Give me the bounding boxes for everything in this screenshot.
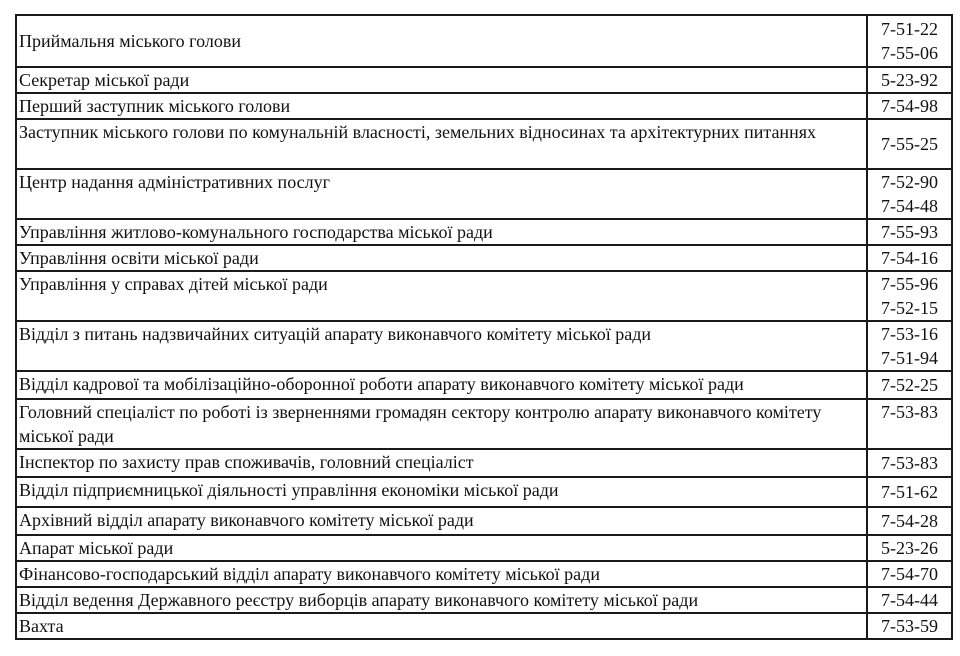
phone-numbers <box>867 613 952 639</box>
table-row <box>16 587 952 613</box>
table-row <box>16 169 952 219</box>
department-name: Управління освіти міської ради <box>16 245 867 271</box>
phone-number: 7-54-16 <box>881 248 938 268</box>
table-row <box>16 15 952 67</box>
phone-numbers <box>867 169 952 219</box>
phone-numbers <box>867 399 952 449</box>
phone-directory-table <box>15 14 953 640</box>
phone-numbers <box>867 271 952 321</box>
phone-number: 7-53-83 <box>881 402 938 422</box>
table-row <box>16 561 952 587</box>
table-row <box>16 449 952 477</box>
department-name: Фінансово-господарський відділ апарату виконавчого комітету міської ради <box>16 561 867 587</box>
phone-number: 7-55-06 <box>881 43 938 63</box>
table-row <box>16 93 952 119</box>
phone-number: 7-52-25 <box>881 375 938 395</box>
phone-number: 5-23-26 <box>881 538 938 558</box>
department-name: Вахта <box>16 613 867 639</box>
phone-number: 7-54-98 <box>881 96 938 116</box>
phone-numbers <box>867 507 952 535</box>
department-name: Центр надання адміністративних послуг <box>16 169 867 219</box>
phone-numbers <box>867 561 952 587</box>
phone-number: 7-54-48 <box>881 196 938 216</box>
phone-number: 7-55-93 <box>881 222 938 242</box>
table-row <box>16 535 952 561</box>
table-row <box>16 245 952 271</box>
table-row <box>16 271 952 321</box>
phone-number: 7-54-44 <box>881 590 938 610</box>
department-name: Відділ підприємницької діяльності управління економіки міської ради <box>16 477 867 507</box>
phone-numbers <box>867 15 952 67</box>
department-name: Заступник міського голови по комунальній власності, земельних відносинах та архітектурних питаннях <box>16 119 867 169</box>
phone-numbers <box>867 449 952 477</box>
department-name: Секретар міської ради <box>16 67 867 93</box>
phone-number: 7-51-94 <box>881 348 938 368</box>
phone-numbers <box>867 371 952 399</box>
phone-number: 7-55-96 <box>881 274 938 294</box>
phone-numbers <box>867 119 952 169</box>
table-row <box>16 371 952 399</box>
phone-number: 7-55-25 <box>881 134 938 154</box>
phone-number: 7-52-90 <box>881 172 938 192</box>
phone-numbers <box>867 477 952 507</box>
department-name: Апарат міської ради <box>16 535 867 561</box>
table-row <box>16 399 952 449</box>
table-row <box>16 321 952 371</box>
phone-numbers <box>867 93 952 119</box>
phone-number: 7-51-62 <box>881 482 938 502</box>
phone-numbers <box>867 321 952 371</box>
table-row <box>16 613 952 639</box>
department-name: Відділ з питань надзвичайних ситуацій апарату виконавчого комітету міської ради <box>16 321 867 371</box>
table-row <box>16 67 952 93</box>
table-row <box>16 219 952 245</box>
phone-numbers <box>867 535 952 561</box>
department-name: Відділ кадрової та мобілізаційно-оборонної роботи апарату виконавчого комітету міської ради <box>16 371 867 399</box>
department-name: Перший заступник міського голови <box>16 93 867 119</box>
department-name: Приймальня міського голови <box>16 15 867 67</box>
table-row <box>16 507 952 535</box>
phone-numbers <box>867 245 952 271</box>
phone-numbers <box>867 67 952 93</box>
phone-number: 7-53-59 <box>881 616 938 636</box>
department-name: Головний спеціаліст по роботі із зверненнями громадян сектору контролю апарату виконавчого комітету міської ради <box>16 399 867 449</box>
department-name: Архівний відділ апарату виконавчого комітету міської ради <box>16 507 867 535</box>
table-row <box>16 119 952 169</box>
department-name: Інспектор по захисту прав споживачів, головний спеціаліст <box>16 449 867 477</box>
department-name: Відділ ведення Державного реєстру виборців апарату виконавчого комітету міської ради <box>16 587 867 613</box>
department-name: Управління у справах дітей міської ради <box>16 271 867 321</box>
phone-number: 7-53-83 <box>881 453 938 473</box>
phone-numbers <box>867 587 952 613</box>
phone-number: 7-54-70 <box>881 564 938 584</box>
phone-number: 7-52-15 <box>881 298 938 318</box>
table-row <box>16 477 952 507</box>
phone-number: 7-53-16 <box>881 324 938 344</box>
phone-number: 7-51-22 <box>881 19 938 39</box>
department-name: Управління житлово-комунального господарства міської ради <box>16 219 867 245</box>
phone-number: 5-23-92 <box>881 70 938 90</box>
phone-numbers <box>867 219 952 245</box>
phone-number: 7-54-28 <box>881 511 938 531</box>
